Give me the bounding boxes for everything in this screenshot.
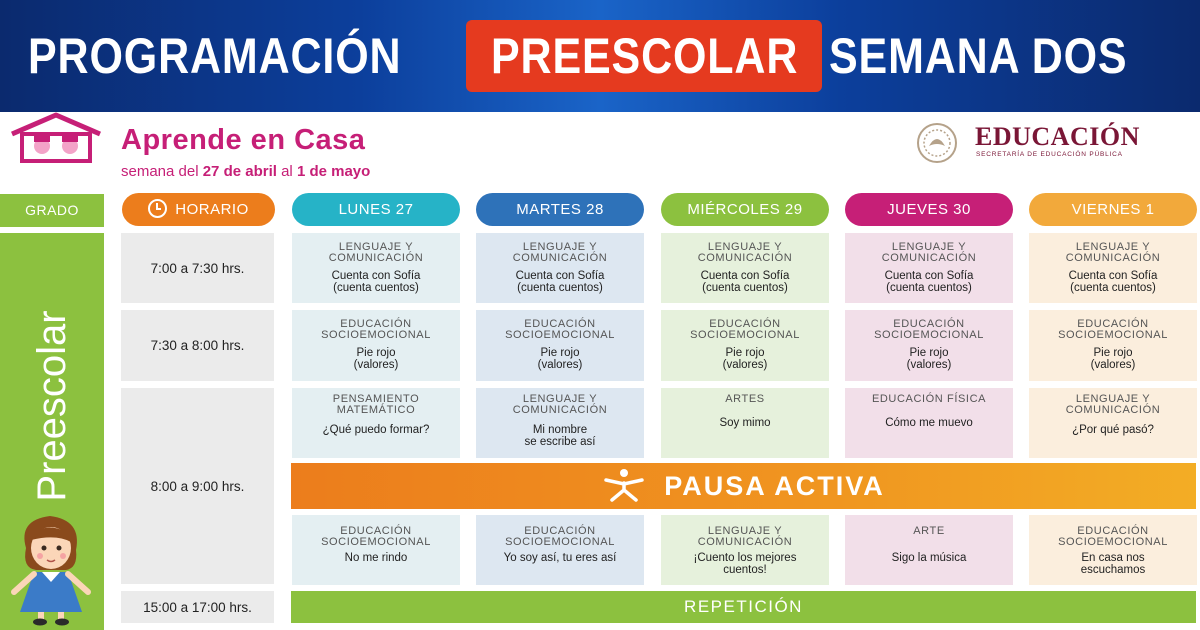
cell-activity-line: Cuenta con Sofía (515, 270, 605, 282)
cell-category-line: EDUCACIÓN (1077, 318, 1149, 330)
cell-activity-line: (cuenta cuentos) (1070, 281, 1156, 294)
cell-category (661, 242, 829, 264)
cell-activity-line: Pie rojo (725, 347, 765, 359)
house-logo-icon (8, 112, 104, 164)
cell-category-line: EDUCACIÓN (524, 525, 596, 537)
page-title: Aprende en Casa (121, 124, 366, 156)
cell-activity (845, 348, 1013, 371)
cell-activity-line: Pie rojo (909, 347, 949, 359)
schedule-cell (292, 310, 460, 381)
cell-activity-line: Cuenta con Sofía (884, 270, 974, 282)
schedule-cell (1029, 233, 1197, 303)
subtitle-date-end: 1 de mayo (296, 163, 371, 180)
cell-category-line: LENGUAJE Y (522, 393, 598, 405)
cell-category-line: LENGUAJE Y (707, 525, 783, 537)
cell-category-line: MATEMÁTICO (336, 404, 416, 416)
exercise-person-icon (602, 468, 646, 502)
cell-activity-line: Pie rojo (1093, 347, 1133, 359)
cell-category-line: SOCIOEMOCIONAL (1058, 536, 1168, 548)
cell-activity (292, 271, 460, 294)
clock-icon (148, 199, 167, 218)
cell-activity (845, 271, 1013, 294)
subtitle-prefix: semana del (121, 163, 203, 180)
cell-activity (845, 553, 1013, 565)
cell-activity (292, 348, 460, 371)
cell-activity-line: (cuenta cuentos) (333, 281, 419, 294)
cell-activity-line: Mi nombre (532, 424, 588, 436)
cell-category-line: LENGUAJE Y (1075, 393, 1151, 405)
schedule-cell (845, 515, 1013, 585)
schedule-cell (476, 515, 644, 585)
cell-category (292, 526, 460, 548)
cell-category-line: EDUCACIÓN (709, 318, 781, 330)
cell-activity-line: Cómo me muevo (885, 417, 973, 429)
cell-category-line: LENGUAJE Y (522, 241, 598, 253)
time-slot: 7:00 a 7:30 hrs. (121, 233, 274, 303)
pausa-activa-label: PAUSA ACTIVA (664, 471, 885, 501)
cell-activity (1029, 425, 1197, 437)
cell-category-line: COMUNICACIÓN (1065, 404, 1161, 416)
subtitle-mid: al (276, 163, 297, 180)
cell-activity-line: (cuenta cuentos) (886, 281, 972, 294)
cell-activity (476, 553, 644, 565)
cell-activity (661, 271, 829, 294)
schedule-cell (845, 310, 1013, 381)
cell-category (1029, 394, 1197, 416)
schedule-cell (292, 515, 460, 585)
cell-activity-line: Soy mimo (719, 417, 771, 429)
cell-activity (1029, 271, 1197, 294)
cell-activity (661, 553, 829, 576)
cell-category-line: EDUCACIÓN (1077, 525, 1149, 537)
cell-category-line: EDUCACIÓN (524, 318, 596, 330)
org-logo-subtitle: SECRETARÍA DE EDUCACIÓN PÚBLICA (976, 151, 1123, 158)
cell-activity (292, 553, 460, 565)
cell-activity (1029, 348, 1197, 371)
schedule-cell (661, 233, 829, 303)
banner-title-right: SEMANA DOS (829, 28, 1128, 84)
cell-category (661, 319, 829, 341)
cell-activity-line: (valores) (906, 358, 952, 371)
cell-category (292, 394, 460, 416)
schedule-cell (292, 233, 460, 303)
grade-label: Preescolar (30, 310, 74, 502)
cell-activity-line: (valores) (537, 358, 583, 371)
cell-category-line: SOCIOEMOCIONAL (505, 536, 615, 548)
schedule-cell (292, 388, 460, 458)
schedule-cell (661, 388, 829, 458)
cell-activity-line: (valores) (1090, 358, 1136, 371)
cell-category-line: SOCIOEMOCIONAL (321, 536, 431, 548)
cell-activity-line: (cuenta cuentos) (517, 281, 603, 294)
cell-category-line: LENGUAJE Y (707, 241, 783, 253)
cell-activity (661, 348, 829, 371)
repeticion-banner: REPETICIÓN (291, 591, 1196, 623)
schedule-cell (661, 515, 829, 585)
day-header-3: MIÉRCOLES 29 (661, 193, 829, 226)
schedule-cell (476, 310, 644, 381)
cell-category-line: EDUCACIÓN (340, 318, 412, 330)
cell-category (476, 319, 644, 341)
day-header-5: VIERNES 1 (1029, 193, 1197, 226)
cell-activity-line: No me rindo (344, 552, 408, 564)
cell-category-line: SOCIOEMOCIONAL (505, 329, 615, 341)
schedule-cell (845, 388, 1013, 458)
schedule-cell (661, 310, 829, 381)
day-header-1: LUNES 27 (292, 193, 460, 226)
cell-category (845, 242, 1013, 264)
cell-category (661, 394, 829, 405)
cell-category-line: COMUNICACIÓN (697, 252, 793, 264)
girl-illustration-icon (4, 508, 100, 626)
banner-title-left: PROGRAMACIÓN (28, 28, 402, 84)
schedule-cell (845, 233, 1013, 303)
cell-category (1029, 319, 1197, 341)
cell-activity-line: (valores) (722, 358, 768, 371)
schedule-cell (476, 233, 644, 303)
cell-category (845, 394, 1013, 405)
cell-category-line: SOCIOEMOCIONAL (1058, 329, 1168, 341)
cell-category-line: SOCIOEMOCIONAL (321, 329, 431, 341)
cell-category-line: ARTE (913, 525, 945, 537)
org-logo-title: EDUCACIÓN (975, 122, 1140, 151)
cell-category (476, 394, 644, 416)
banner-title-highlight (466, 20, 822, 92)
cell-category-line: SOCIOEMOCIONAL (690, 329, 800, 341)
schedule-cell (1029, 515, 1197, 585)
cell-activity-line: Cuenta con Sofía (331, 270, 421, 282)
cell-category-line: PENSAMIENTO (332, 393, 420, 405)
cell-activity-line: ¿Por qué pasó? (1072, 424, 1154, 436)
cell-activity-line: En casa nos (1081, 552, 1145, 564)
grado-header: GRADO (0, 194, 104, 227)
cell-category-line: LENGUAJE Y (1075, 241, 1151, 253)
subtitle-date-start: 27 de abril (202, 163, 277, 180)
cell-activity (1029, 553, 1197, 576)
cell-activity (476, 425, 644, 448)
cell-activity (661, 418, 829, 430)
day-header-2: MARTES 28 (476, 193, 644, 226)
cell-activity-line: (valores) (353, 358, 399, 371)
cell-activity-line: Pie rojo (356, 347, 396, 359)
cell-category (292, 319, 460, 341)
cell-category (845, 526, 1013, 537)
cell-activity-line: escuchamos (1080, 563, 1146, 576)
cell-category-line: LENGUAJE Y (891, 241, 967, 253)
cell-category (476, 242, 644, 264)
cell-category-line: SOCIOEMOCIONAL (874, 329, 984, 341)
cell-category (845, 319, 1013, 341)
day-header-4: JUEVES 30 (845, 193, 1013, 226)
cell-activity-line: ¡Cuento los mejores (693, 552, 797, 564)
cell-category-line: COMUNICACIÓN (512, 252, 608, 264)
banner-highlight-text: PREESCOLAR (491, 28, 799, 84)
cell-category-line: COMUNICACIÓN (328, 252, 424, 264)
cell-category (476, 526, 644, 548)
cell-activity-line: Cuenta con Sofía (1068, 270, 1158, 282)
cell-activity-line: ¿Qué puedo formar? (322, 424, 430, 436)
cell-category-line: COMUNICACIÓN (1065, 252, 1161, 264)
horario-header (122, 193, 275, 226)
schedule-cell (476, 388, 644, 458)
cell-category (661, 526, 829, 548)
cell-category-line: EDUCACIÓN (893, 318, 965, 330)
cell-category-line: COMUNICACIÓN (881, 252, 977, 264)
time-slot: 8:00 a 9:00 hrs. (121, 388, 274, 584)
cell-activity (845, 418, 1013, 430)
cell-category (1029, 526, 1197, 548)
horario-label: HORARIO (175, 201, 249, 218)
cell-category-line: ARTES (725, 393, 765, 405)
time-slot: 15:00 a 17:00 hrs. (121, 591, 274, 623)
cell-category-line: COMUNICACIÓN (697, 536, 793, 548)
cell-activity-line: (cuenta cuentos) (702, 281, 788, 294)
cell-activity-line: Yo soy así, tu eres así (503, 552, 617, 564)
cell-activity-line: se escribe así (524, 435, 596, 448)
cell-activity-line: Sigo la música (891, 552, 967, 564)
cell-activity (476, 271, 644, 294)
cell-activity (292, 425, 460, 437)
cell-activity (476, 348, 644, 371)
schedule-cell (1029, 388, 1197, 458)
time-slot: 7:30 a 8:00 hrs. (121, 310, 274, 381)
coat-of-arms-icon (906, 122, 968, 164)
schedule-cell (1029, 310, 1197, 381)
page-subtitle (121, 163, 370, 180)
cell-category-line: LENGUAJE Y (338, 241, 414, 253)
cell-activity-line: cuentos! (723, 563, 767, 576)
pausa-activa-banner (291, 463, 1196, 509)
cell-category (292, 242, 460, 264)
cell-category-line: EDUCACIÓN (340, 525, 412, 537)
cell-activity-line: Pie rojo (540, 347, 580, 359)
cell-category-line: COMUNICACIÓN (512, 404, 608, 416)
cell-category (1029, 242, 1197, 264)
cell-activity-line: Cuenta con Sofía (700, 270, 790, 282)
cell-category-line: EDUCACIÓN FÍSICA (871, 393, 987, 405)
